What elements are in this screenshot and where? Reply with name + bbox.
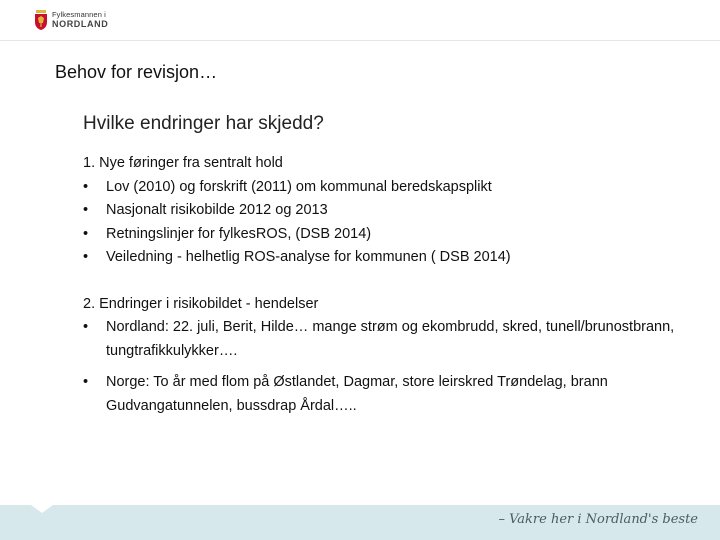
bullet-text: Veiledning - helhetlig ROS-analyse for kommunen ( DSB 2014) [106, 249, 511, 265]
bullet-icon: • [83, 249, 89, 265]
bullet-list-2 [83, 316, 683, 418]
list-item [83, 371, 683, 418]
bullet-text: Lov (2010) og forskrift (2011) om kommunal beredskapsplikt [106, 178, 492, 195]
logo-line-2: NORDLAND [52, 18, 109, 29]
bullet-icon: • [83, 178, 89, 195]
slide-question: Hvilke endringer har skjedd? [83, 113, 324, 134]
bullet-icon: • [83, 374, 89, 390]
list-item [83, 199, 683, 223]
section-heading-1: 1. Nye føringer fra sentralt hold [83, 155, 283, 171]
bullet-text: Norge: To år med flom på Østlandet, Dagmar, store leirskred Trøndelag, brann Gudvangatunnelen, bussdrap Årdal….. [106, 374, 608, 414]
coat-of-arms-icon [34, 10, 48, 30]
fylkesmannen-logo [34, 10, 108, 30]
list-item [83, 316, 683, 363]
bullet-text: Nasjonalt risikobilde 2012 og 2013 [106, 202, 328, 218]
slide-header [0, 0, 720, 41]
list-item [83, 176, 683, 200]
section-heading-2: 2. Endringer i risikobildet - hendelser [83, 295, 319, 312]
bullet-list-1 [83, 176, 683, 270]
bullet-icon: • [83, 202, 89, 218]
list-item [83, 223, 683, 247]
bullet-icon: • [83, 225, 89, 242]
bullet-icon: • [83, 319, 89, 335]
bullet-text: Retningslinjer for fylkesROS, (DSB 2014) [106, 225, 372, 242]
bullet-text: Nordland: 22. juli, Berit, Hilde… mange strøm og ekombrudd, skred, tunell/brunostbrann, tungtrafikkulykker…. [106, 319, 675, 359]
slide-title: Behov for revisjon… [55, 62, 218, 82]
footer-slogan: – Vakre her i Nordland's beste [498, 512, 698, 527]
slide-content [83, 152, 683, 418]
list-item [83, 246, 683, 270]
logo-line-1: Fylkesmannen i [52, 10, 106, 20]
footer-notch [31, 505, 53, 513]
